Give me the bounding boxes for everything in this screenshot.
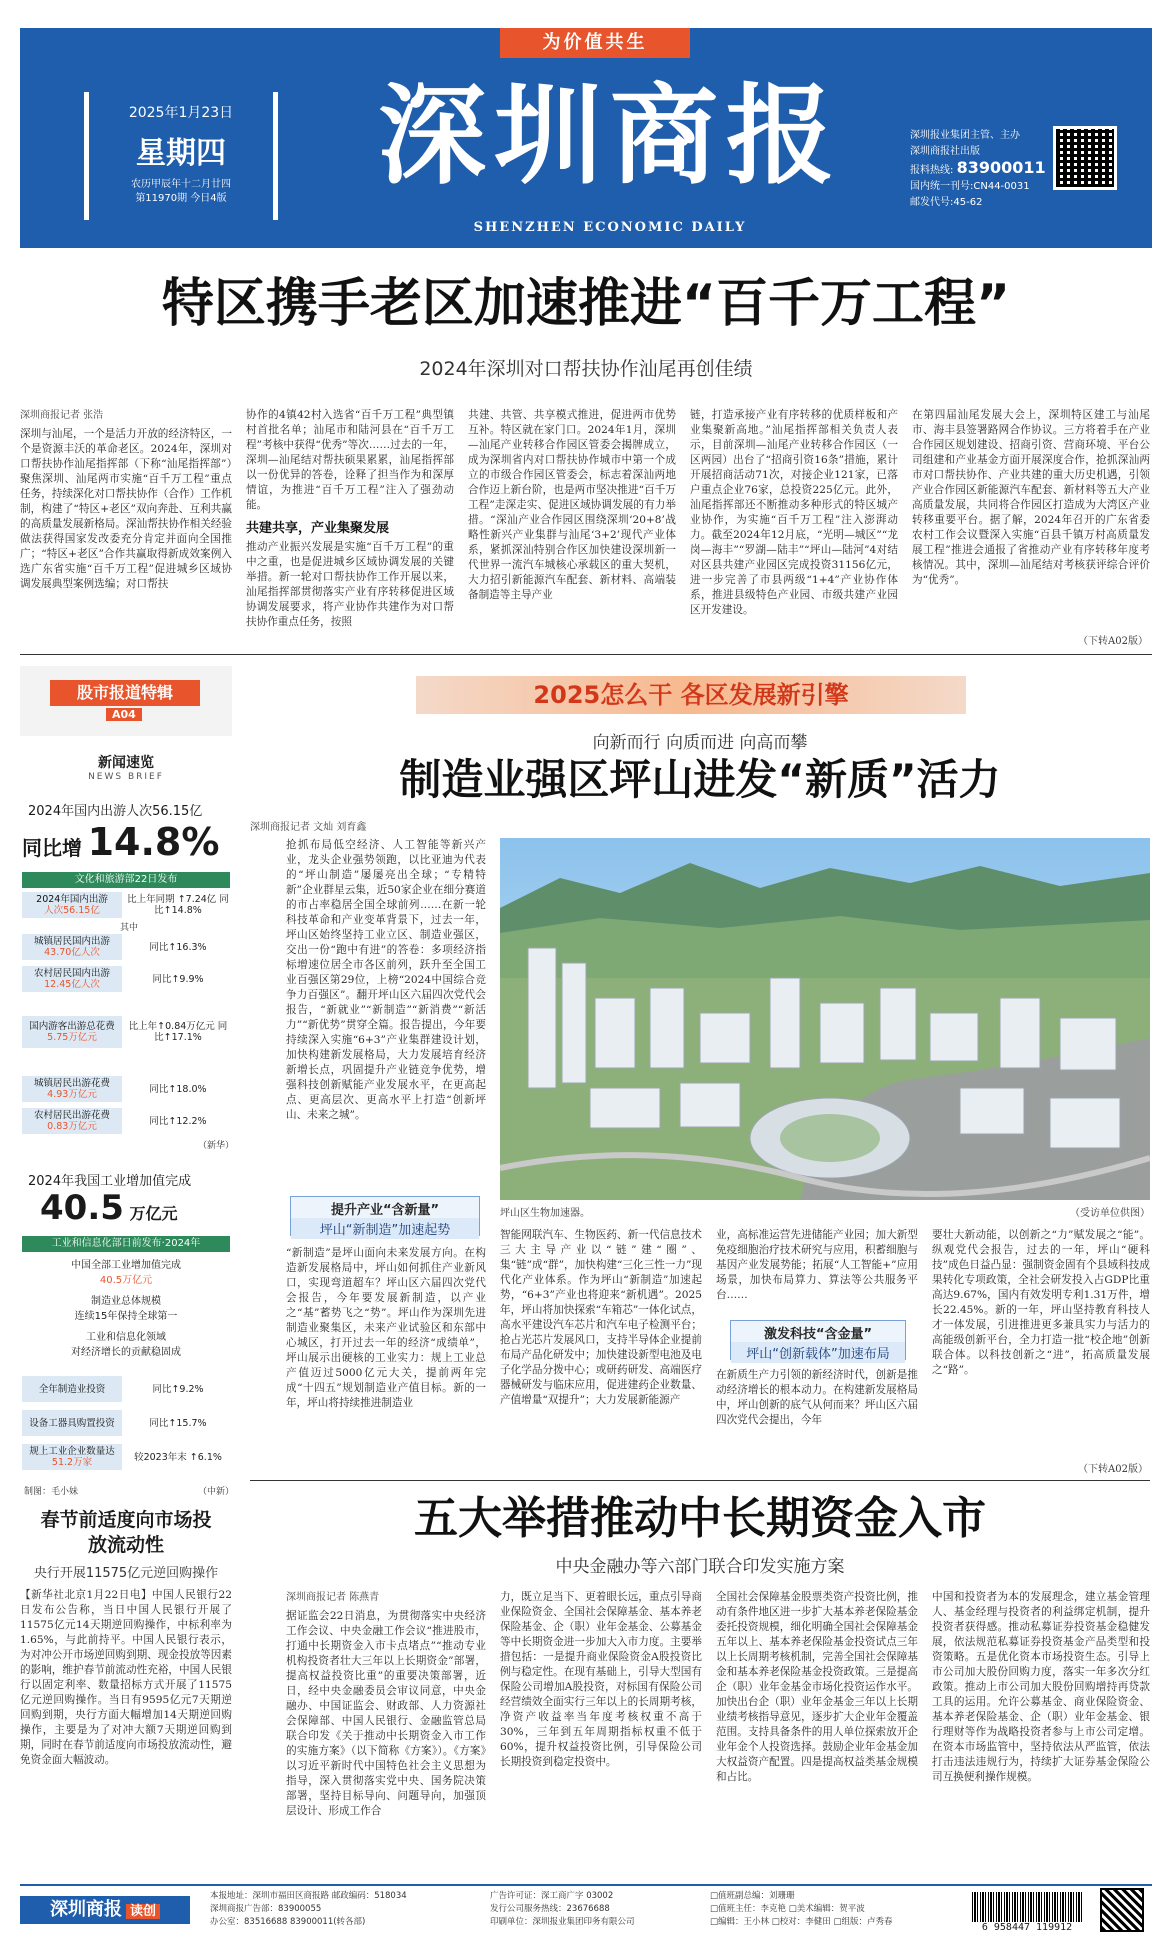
lead-text-4: 链，打造承接产业有序转移的优质样板和产业集聚新高地。”汕尾指挥部相关负责人表示，目前深圳—汕尾产业转移合作园区（一区两园）出台了“招商引资16条”措施，累计开展招商活动71次，对接企业121家，已落户重点企业76家，总投资225亿元。此外，汕尾指挥部还不断推动多种形式的特区城产业协作，为实施“百千万工程”注入澎湃动力。截至2024年12月底，“光明—城区”“龙岗—海丰”“罗湖—陆丰”“坪山—陆河”4对结对区县共建产业园区完成投资31156亿元，进一步完善了市县两级“1+4”产业协作体系，推进县级特色产业园、市级共建产业园区开发建设。 (690, 409, 898, 616)
lead-column-4 (690, 408, 898, 648)
ad-dept: 深圳商报广告部：83900055 (210, 1904, 322, 1914)
row-note: 同比↑9.2% (152, 1383, 204, 1395)
lead-column-3 (468, 408, 676, 648)
feature-tag-1 (290, 1196, 480, 1236)
table-row (22, 892, 230, 918)
bottom-byline: 深圳商报记者 陈燕青 (286, 1592, 380, 1603)
feature-column-4 (932, 1228, 1150, 1456)
table-row (22, 1076, 230, 1102)
footer-logo-text: 深圳商报 (49, 1899, 122, 1920)
row-name: 城镇居民出游花费 (33, 1078, 110, 1089)
row-note: 同比↑9.9% (152, 973, 204, 985)
row-value: 51.2万家 (51, 1457, 93, 1468)
footer-info-1 (210, 1890, 450, 1929)
stat1-prefix: 同比增 (22, 836, 82, 860)
feature-text-3: 业，高标准运营先进储能产业园；加大新型免疫细胞治疗技术研究与应用，积蓄细胞与基因产业发展势能；拓展“人工智能+”应用场景，加快布局算力、算法等公共服务平台…… (716, 1229, 918, 1301)
post-code: 邮发代号:45-62 (910, 197, 983, 208)
footer-logo[interactable] (20, 1896, 190, 1924)
lead-column-1 (20, 408, 232, 648)
row-note: 同比↑18.0% (149, 1083, 207, 1095)
lead-text-2b: 推动产业振兴发展是实施“百千万工程”的重中之重，也是促进城乡区域协调发展的关键举措。新一轮对口帮扶协作工作开展以来，汕尾指挥部贯彻落实产业有序转移促进区域协调发展要求，将产业协作共建作为对口帮扶协作重点任务，按照 (246, 541, 454, 628)
tag1-bottom: 坪山“新制造”加速起势 (291, 1218, 479, 1239)
feature-text-1b: “新制造”是坪山面向未来发展方向。在构造新发展格局中，坪山如何抓住产业新风口，实现弯道超车？坪山区六届四次党代会报告，今年要发展新制造，以产业之“基”蓄势飞之“势”。坪山作为深圳先进制造业聚集区，未来产业试验区和东部中心城区，打开过去一年的经济“成绩单”，坪山展示出硬核的工业实力：规上工业总产值迈过5000亿元大关，提前两年完成“十四五”规划制造业产值目标。新的一年，坪山将持续推进制造业 (286, 1247, 486, 1409)
promo-box[interactable] (20, 666, 232, 736)
editors: □编辑：王小林 □校对：李健田 □组版：卢秀春 (710, 1917, 893, 1927)
bottom-text-3: 全国社会保障基金股票类资产投资比例，推动有条件地区进一步扩大基本养老保险基金委托投资规模，细化明确全国社会保障基金五年以上、基本养老保险基金投资试点三年以上长周期考核机制，完善全国社会保障基金和基本养老保险基金投资政策。三是提高企（职）业年金基金市场化投资运作水平。加快出台企（职）业年金基金三年以上长期业绩考核指导意见，逐步扩大企业年金覆盖范围。支持具备条件的用人单位探索放开企业年金个人投资选择。鼓励企业年金基金加大权益资产配置。四是提高权益类基金规模和占比。 (716, 1591, 918, 1783)
feature-text-1: 抢抓布局低空经济、人工智能等新兴产业，龙头企业强势领跑，以比亚迪为代表的“坪山制造”屡屡亮出全球；“专精特新”企业群星云集，近50家企业在细分赛道的市占率稳居全国全球前列……在新一轮科技革命和产业变革背景下，过去一年，坪山区始终坚持工业立区、制造业强区，交出一份“跑中有进”的答卷：多项经济指标增速位居全市各区前列，跃升至全国工业百强区第29位，上榜“2024中国综合竞争力百强区”。翻开坪山区六届四次党代会报告，“新就业”“新制造”“新消费”“新活力”“新优势”贯穿全篇。报告提出，今年要持续深入实施“6+3”产业集群建设计划，加快构建新发展格局，大力发展培育经济新增长点，巩固提升产业链竞争优势，增强科技创新赋能产业发展水平，在更高起点、更高层次、更高水平上打造“创新坪山、未来之城”。 (286, 839, 486, 1121)
lead-text-1: 深圳与汕尾，一个是活力开放的经济特区，一个是资源丰沃的革命老区。2024年，深圳对口帮扶协作汕尾指挥部（下称“汕尾指挥部”）聚焦深圳、汕尾两市实施“百千万工程”重点任务，持续深化对口帮扶协作（合作）工作机制，构建了“特区+老区”双向奔赴、互利共赢的高质量发展新格局。深汕帮扶协作相关经验做法获得国家发改委充分肯定并面向全国推广；“特区+老区”合作共赢取得新成效案例入选广东省实施“百千万工程”促进城乡区域协调发展典型案例选编；对口帮扶 (20, 428, 232, 590)
lunar-date: 农历甲辰年十二月廿四 (131, 179, 231, 190)
date-box (84, 92, 278, 220)
row-value: 0.83万亿元 (47, 1121, 97, 1132)
bottom-text-1: 据证监会22日消息，为贯彻落实中央经济工作会议、中央金融工作会议“推进股市，打通中长期资金入市卡点堵点”“推动专业机构投资者壮大三年以上长期资金”部署，提高权益投资比重”的重要决策部署，近日，经中央金融委员会审议同意，中央金融办、中国证监会、财政部、人力资源社会保障部、中国人民银行、金融监管总局联合印发《关于推动中长期资金入市工作的实施方案》（以下简称《方案》）。《方案》以习近平新时代中国特色社会主义思想为指导，深入贯彻落实党中央、国务院决策部署，坚持目标导向、问题导向，加强顶层设计、形成工作合 (286, 1610, 486, 1817)
row-note: 同比↑16.3% (149, 941, 207, 953)
side-subhead: 央行开展11575亿元逆回购操作 (33, 1566, 219, 1581)
publisher-info (910, 128, 1050, 211)
divider (250, 1480, 1150, 1481)
row-note: 同比↑15.7% (149, 1417, 207, 1429)
tag2-top: 激发科技“含金量” (763, 1327, 873, 1342)
office-phone: 办公室：83516688 83900011(转各部) (210, 1917, 366, 1927)
row-name: 农村居民出游花费 (33, 1110, 110, 1121)
row-note: 比上年↑0.84万亿元 同比↑17.1% (128, 1021, 228, 1043)
feature-text-4: 要壮大新动能，以创新之“力”赋发展之“能”。纵观党代会报告，过去的一年，坪山“硬科技”成色日益凸显：强制资金固有个县域科技成果转化专项政策，全社会研发投入占GDP比重高达9.67%，国内有效发明专利1.31万件，增长22.45%。新的一年，坪山坚持教育科技人才一体发展，引进推进更多兼具实力与活力的高能级创新平台，全力打造一批“校企地”创新联合体。以科技创新之“进”，拓高质量发展之“路”。 (932, 1229, 1150, 1376)
table-row (22, 934, 230, 960)
photo-caption: 坪山区生物加速器。 (500, 1208, 590, 1219)
table2-credit-right: （中新） (198, 1487, 235, 1497)
footer-info-3 (710, 1890, 960, 1929)
feature-column-3 (716, 1228, 918, 1318)
lead-text-2: 协作的4镇42村入选省“百千万工程”典型镇村首批名单；汕尾市和陆河县在“百千万工程”考核中获得“优秀”等次……过去的一年，深圳—汕尾结对帮扶硕果累累，汕尾指挥部以一份优异的答卷，诠释了担当作为和深厚情谊，为推进“百千万工程”注入了强劲动能。 (246, 409, 454, 511)
promo-title[interactable]: 股市报道特辑 (50, 680, 200, 706)
qizhong-label: 其中 (120, 923, 139, 933)
row-value: 40.5万亿元 (99, 1275, 153, 1286)
hotline-label: 报料热线: (910, 165, 954, 176)
row-value: 4.93万亿元 (47, 1089, 97, 1100)
brief-subtitle: NEWS BRIEF (88, 772, 164, 782)
feature-headline: 制造业强区坪山进发“新质”活力 (399, 755, 1001, 804)
table-row (22, 1376, 230, 1402)
issue-number: 第11970期 今日4版 (135, 193, 227, 204)
table-row (22, 966, 230, 992)
row-value: 对经济增长的贡献稳固成 (71, 1347, 181, 1358)
row-note: 比上年同期 ↑7.24亿 同比↑14.8% (127, 894, 229, 916)
publisher: 深圳商报社出版 (910, 146, 980, 157)
bottom-column-1 (286, 1590, 486, 1876)
table2-block (22, 1256, 230, 1358)
row-name: 中国全部工业增加值完成 (71, 1260, 181, 1271)
side-article (20, 1588, 232, 1868)
row-name: 全年制造业投资 (38, 1383, 106, 1395)
row-value: 连续15年保持全球第一 (74, 1311, 178, 1322)
footer (20, 1884, 1152, 1934)
lead-column-2 (246, 408, 454, 648)
stat1-value: 14.8% (87, 820, 220, 864)
hotline-number: 83900011 (956, 158, 1046, 177)
lead-jump[interactable]: （下转A02版） (1078, 636, 1148, 647)
feature-column-1 (286, 838, 486, 1168)
feature-byline: 深圳商报记者 文灿 刘育鑫 (250, 822, 367, 833)
lead-subhead: 2024年深圳对口帮扶协作汕尾再创佳绩 (419, 358, 753, 380)
row-value: 12.45亿人次 (44, 979, 100, 990)
feature-jump[interactable]: （下转A02版） (1078, 1464, 1148, 1475)
issue-weekday: 星期四 (136, 136, 226, 171)
bottom-headline: 五大举措推动中长期资金入市 (414, 1493, 986, 1544)
table-row (22, 1108, 230, 1134)
stat2-label: 2024年我国工业增加值完成 (28, 1174, 192, 1189)
lead-column-5 (912, 408, 1150, 633)
bottom-text-4: 中国和投资者为本的发展理念，建立基金管理人、基金经理与投资者的利益绑定机制，提升投资者获得感。推动私募证券投资基金稳健发展，依法规范私募证券投资基金产品类型和投资策略。五是优化资本市场投资生态。引导上市公司加大股份回购力度，落实一年多次分红政策。推动上市公司加大股份回购增持再贷款工具的运用。允许公募基金、商业保险资金、基本养老保险基金、企（职）业年金基金、银行理财等作为战略投资者参与上市公司定增。在资本市场监管中，坚持依法从严监管，依法打击违法违规行为，持续扩大证券基金保险公司互换便利操作规模。 (932, 1591, 1150, 1783)
side-headline: 春节前适度向市场投放流动性 (40, 1509, 212, 1556)
lead-text-3: 共建、共管、共享模式推进，促进两市优势互补。特区就在家门口。2024年1月，深圳—汕尾产业转移合作园区管委会揭牌成立，成为深圳省内对口帮扶协作城市中第一个成立的市级合作园区管委会，标志着深汕两地合作迈上新台阶，也是两市坚决推进“百千万工程”走深走实、促进区域协调发展的有力举措。“深汕产业合作园区围绕深圳‘20+8’战略性新兴产业集群与汕尾‘3+2’现代产业体系，紧抓深汕特别合作区加快建设深圳新一代世界一流汽车城核心承载区的重大契机，大力招引新能源汽车配套、新材料、高端装备制造等主导产业 (468, 409, 676, 601)
feature-banner: 2025怎么干 各区发展新引擎 (416, 676, 966, 714)
row-name: 2024年国内出游 (36, 894, 108, 905)
brief-title: 新闻速览 (98, 755, 154, 771)
row-name: 国内游客出游总花费 (29, 1021, 115, 1032)
sponsor: 深圳报业集团主管、主办 (910, 130, 1020, 141)
bottom-column-4 (932, 1590, 1150, 1876)
footer-qr-icon (1100, 1888, 1144, 1932)
stat2-unit: 万亿元 (129, 1204, 178, 1223)
row-value: 人次56.15亿 (44, 905, 100, 916)
table-row (22, 1410, 230, 1436)
address: 本报地址：深圳市福田区商报路 邮政编码：518034 (210, 1891, 407, 1901)
distribution-hotline: 发行公司服务热线：23676688 (490, 1904, 610, 1914)
lead-text-5: 在第四届汕尾发展大会上，深圳特区建工与汕尾市、海丰县签署路网合作协议。三方将着手在产业合作园区规划建设、招商引资、营商环境、平台公司组建和产业基金方面开展深度合作，抢抓深汕两市对口帮扶协作、产业共建的重大历史机遇，引领产业合作园区新能源汽车配套、新材料等五大产业高质量发展，共同将合作园区打造成为大湾区产业转移重要平台。据了解，2024年召开的广东省委农村工作会议暨深入实施“百县千镇万村高质量发展工程”推进会通报了省推动产业有序转移年度考核情况。其中，深圳—汕尾结对考核获评综合评价为“优秀”。 (912, 409, 1150, 586)
divider (20, 654, 1152, 655)
stat2-value: 40.5 (40, 1188, 124, 1228)
newspaper-title: 深圳商报 (377, 73, 842, 199)
masthead (20, 28, 1152, 248)
tag2-bottom: 坪山“创新载体”加速布局 (731, 1342, 905, 1363)
row-name: 设备工器具购置投资 (29, 1417, 115, 1429)
qr-code-icon (1053, 126, 1117, 190)
row-note: 较2023年末 ↑6.1% (134, 1451, 222, 1463)
row-name: 制造业总体规模 (91, 1296, 161, 1307)
barcode-icon (972, 1892, 1082, 1922)
row-name: 规上工业企业数量达 (29, 1446, 115, 1457)
row-value: 43.70亿人次 (44, 947, 100, 958)
bottom-subhead: 中央金融办等六部门联合印发实施方案 (555, 1557, 845, 1577)
lead-byline: 深圳商报记者 张浩 (20, 410, 104, 421)
promo-page: A04 (106, 708, 142, 721)
bottom-text-2: 力，既立足当下、更着眼长远，重点引导商业保险资金、全国社会保障基金、基本养老保险基金、企（职）业年金基金、公募基金等中长期资金进一步加大入市力度。主要举措包括：一是提升商业保险资金A股投资比例与稳定性。在现有基础上，引导大型国有保险公司增加A股投资，对标国有保险公司经营绩效全面实行三年以上的长周期考核，净资产收益率当年度考核权重不高于30%，三年到五年周期指标权重不低于60%，提升权益投资比例，引导保险公司长期投资到稳定投资中。 (500, 1591, 702, 1768)
side-text: 【新华社北京1月22日电】中国人民银行22日发布公告称，当日中国人民银行开展了11575亿元14天期逆回购操作，中标利率为1.65%，与此前持平。中国人民银行表示，为对冲公开市场逆回购到期、现金投放等因素的影响，维护春节前流动性充裕，中国人民银行以固定利率、数量招标方式开展了11575亿元逆回购操作。当日有9595亿元7天期逆回购到期，央行方面大幅增加14天期逆回购操作，主要是为了对冲大额7天期逆回购到期，同时在春节前适度向市场投放流动性，避免资金面大幅波动。 (20, 1589, 232, 1766)
chief-editor: □值班副总编：刘珊珊 (710, 1891, 795, 1901)
table2-credit-left: 制图：毛小妹 (24, 1487, 79, 1497)
row-name: 工业和信息化领域 (86, 1332, 166, 1343)
cn-code: 国内统一刊号:CN44-0031 (910, 181, 1030, 192)
feature-text-3b: 在新质生产力引领的新经济时代，创新是推动经济增长的根本动力。在构建新发展格局中，坪山创新的底气从何而来？坪山区六届四次党代会提出，今年 (716, 1369, 918, 1426)
table-row (22, 1444, 230, 1470)
table-row (22, 1016, 230, 1048)
row-name: 城镇居民国内出游 (33, 936, 110, 947)
row-name: 农村居民国内出游 (33, 968, 110, 979)
table2-header: 工业和信息化部日前发布·2024年 (22, 1236, 230, 1252)
table1-credit: （新华） (198, 1141, 235, 1151)
stat1-label: 2024年国内出游人次56.15亿 (28, 804, 203, 819)
feature-column-1b (286, 1246, 486, 1474)
footer-info-2 (490, 1890, 690, 1929)
feature-text-2: 智能网联汽车、生物医药、新一代信息技术三大主导产业以“链”建“圈”、集“链”成“群”，加快构建“三化三性一力”现代化产业体系。作为坪山“新制造”加速起势，“6+3”产业也将迎来“新机遇”。2025年，坪山将加快探索“车箱芯”一体化试点，高水平建设汽车芯片和汽车电子检测平台；抢占光芯片发展风口，支持半导体企业提前布局产品化研发中；加快建设新型电池及电子化学品分拨中心；或研药研发、高端医疗器械研发与临床应用，促进建药企业数量、产值增量“双提升”；大力发展新能源产 (500, 1229, 702, 1406)
lead-section-title: 共建共享，产业集聚发展 (246, 521, 390, 536)
lead-headline: 特区携手老区加速推进“百千万工程” (161, 274, 1011, 334)
barcode-number: 6 958447 119912 (981, 1922, 1073, 1933)
feature-photo (500, 838, 1150, 1200)
row-note: 同比↑12.2% (149, 1115, 207, 1127)
bottom-column-2 (500, 1590, 702, 1876)
feature-column-2 (500, 1228, 702, 1474)
issue-date: 2025年1月23日 (128, 105, 234, 121)
feature-column-3b (716, 1368, 918, 1474)
ad-license: 广告许可证：深工商广字 03002 (490, 1891, 614, 1901)
masthead-slogan: 为价值共生 (500, 28, 690, 58)
footer-logo-tag: 读创 (126, 1904, 160, 1919)
tag1-top: 提升产业“含新量” (330, 1203, 440, 1218)
printer: 印刷单位：深圳报业集团印务有限公司 (490, 1917, 635, 1927)
row-value: 5.75万亿元 (47, 1032, 97, 1043)
table1-header: 文化和旅游部22日发布 (22, 872, 230, 888)
newspaper-title-en: SHENZHEN ECONOMIC DAILY (473, 220, 747, 235)
editor-on-duty: □值班主任：李克艳 □美术编辑：贺平波 (710, 1904, 865, 1914)
bottom-column-3 (716, 1590, 918, 1876)
city-aerial-image (500, 838, 1150, 1200)
feature-tag-2 (730, 1320, 906, 1360)
photo-credit: （受访单位供图） (1070, 1208, 1150, 1219)
feature-kicker: 向新而行 向质而进 向高而攀 (592, 733, 808, 753)
